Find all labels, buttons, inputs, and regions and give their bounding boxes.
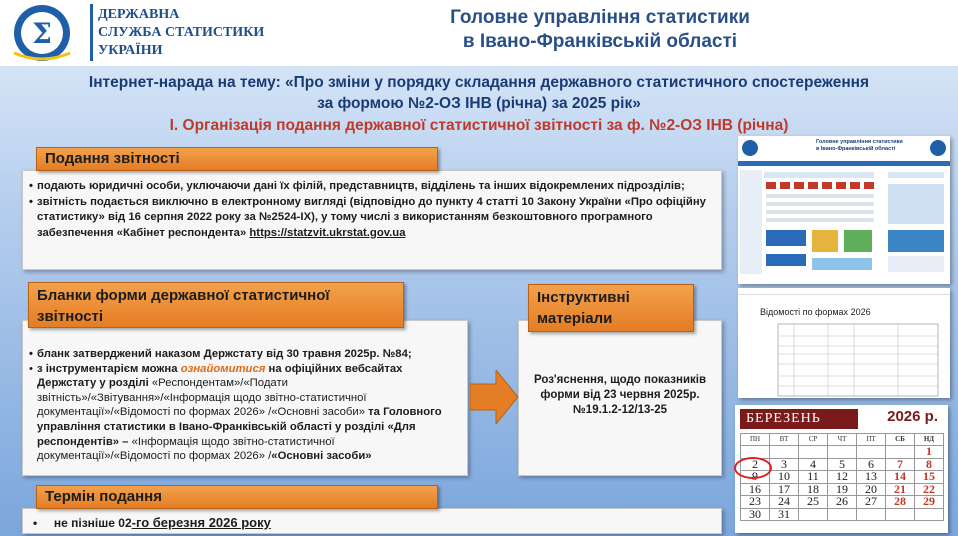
- logo-divider: [90, 4, 93, 61]
- calendar-day: 22: [915, 483, 944, 496]
- calendar-day: [915, 508, 944, 521]
- calendar-day: [857, 508, 886, 521]
- blanky-text: «Інформація щодо звітно-статистичної документації»/«Відомості по формах 2026» /: [37, 435, 335, 463]
- calendar-day: 16: [741, 483, 770, 496]
- calendar-day: 25: [799, 496, 828, 509]
- website-title: [816, 139, 903, 153]
- calendar-day-header: СБ: [886, 434, 915, 446]
- calendar-day-header: НД: [915, 434, 944, 446]
- blanky-text: та Головного управління статистики в Івано-Франківській області у розділі «Для респондентів» –: [37, 406, 442, 448]
- website-screenshot: [738, 136, 950, 284]
- website-preview-icon: [738, 136, 950, 284]
- termin-prefix: не пізніше 02: [53, 516, 132, 530]
- section-title: І. Організація подання державної статистичної звітності за ф. №2-ОЗ ІНВ (річна): [169, 117, 789, 134]
- blanky-label: Бланки форми державної статистичної звітності: [28, 282, 404, 328]
- calendar-grid: [740, 433, 944, 521]
- org-name: [98, 6, 264, 60]
- blanky-box: [22, 320, 468, 476]
- termin-date: -го березня 2026 року: [131, 515, 271, 530]
- calendar-day-deadline: 2: [741, 458, 770, 471]
- calendar-day: [799, 508, 828, 521]
- calendar-day: 6: [857, 458, 886, 471]
- calendar-day: 20: [857, 483, 886, 496]
- calendar-day-header: ЧТ: [828, 434, 857, 446]
- blanky-bullet: [29, 362, 461, 464]
- blanky-text: з інструментарієм можна: [37, 362, 181, 375]
- calendar-day: 3: [770, 458, 799, 471]
- deadline-highlight-circle-icon: [734, 457, 772, 479]
- calendar-day: 12: [828, 471, 857, 484]
- calendar-day-header: СР: [799, 434, 828, 446]
- org-name-line: ДЕРЖАВНА: [98, 7, 180, 22]
- blanky-text: «Респондентам»/«Подати звітність»/«Звітування»/«Інформація щодо звітно-статистичної документації»/«Відомості по формах 2026» /«Основні засоби»: [37, 377, 367, 419]
- org-name-line: СЛУЖБА СТАТИСТИКИ: [98, 25, 265, 40]
- calendar-day: 1: [915, 446, 944, 459]
- calendar-day: 19: [828, 483, 857, 496]
- calendar-day: 11: [799, 471, 828, 484]
- termin-label: Термін подання: [36, 485, 438, 509]
- instruktyvni-box: [518, 320, 722, 476]
- forms-table-preview-icon: [738, 288, 950, 398]
- calendar-day: 17: [770, 483, 799, 496]
- calendar-day: 5: [828, 458, 857, 471]
- org-name-line: УКРАЇНИ: [98, 43, 163, 58]
- forms-page-title: Відомості по формах 2026: [760, 307, 871, 317]
- calendar-day-header: ВТ: [770, 434, 799, 446]
- calendar-day: 28: [886, 496, 915, 509]
- calendar-day: 26: [828, 496, 857, 509]
- calendar-day: 18: [799, 483, 828, 496]
- calendar-day: 24: [770, 496, 799, 509]
- calendar-day: 14: [886, 471, 915, 484]
- website-title-line: в Івано-Франківській області: [816, 146, 896, 152]
- calendar-day-header: ПН: [741, 434, 770, 446]
- podannya-box: [22, 170, 722, 270]
- podannya-bullet-text: звітність подається виключно в електронному вигляді (відповідно до пункту 4 статті 10 Закону України «Про офіційну статистику» від 16 серпня 2022 року за №2524-ІХ), у тому числі з використанням безкоштовного програмного забезпечення «Кабінет респондента»: [37, 195, 706, 239]
- calendar-month: БЕРЕЗЕНЬ: [740, 409, 858, 429]
- instruktyvni-text: Роз'яснення, щодо показників форми від 23 червня 2025р. №19.1.2-12/13-25: [533, 374, 707, 416]
- meeting-title-line2: за формою №2-ОЗ ІНВ (річна) за 2025 рік»: [317, 95, 641, 112]
- arrow-right-icon: [470, 370, 518, 424]
- calendar-day-header: ПТ: [857, 434, 886, 446]
- calendar-day: 27: [857, 496, 886, 509]
- calendar-year: 2026 р.: [887, 408, 938, 425]
- calendar-day: 15: [915, 471, 944, 484]
- calendar-day: [828, 508, 857, 521]
- calendar-day: 8: [915, 458, 944, 471]
- podannya-bullet: • подають юридичні особи, уключаючи дані їх філій, представництв, відділень та інших відокремлених підрозділів;: [29, 179, 713, 195]
- meeting-title-line1: Інтернет-нарада на тему: «Про зміни у порядку складання державного статистичного спостереження: [88, 74, 870, 91]
- header: [0, 0, 958, 66]
- blanky-text: «Основні засоби»: [271, 450, 372, 463]
- blanky-text: на офіційних вебсайтах Держстату у розділі: [37, 362, 403, 390]
- instruktyvni-label: Інструктивні матеріали: [528, 284, 694, 332]
- termin-bullet-icon: •: [33, 516, 38, 530]
- podannya-bullet: [29, 195, 713, 242]
- podannya-label: Подання звітності: [36, 147, 438, 171]
- calendar-day: 21: [886, 483, 915, 496]
- calendar-day: [886, 508, 915, 521]
- calendar-day: 31: [770, 508, 799, 521]
- calendar-day: 23: [741, 496, 770, 509]
- gu-title: [390, 6, 810, 54]
- gu-title-line: в Івано-Франківській області: [462, 31, 738, 52]
- forms-page-screenshot: [738, 288, 950, 398]
- calendar-day: 13: [857, 471, 886, 484]
- calendar-day: 7: [886, 458, 915, 471]
- gu-title-line: Головне управління статистики: [450, 7, 750, 28]
- termin-box: [22, 508, 722, 534]
- website-title-line: Головне управління статистики: [816, 139, 903, 145]
- blanky-bullet: • бланк затверджений наказом Держстату від 30 травня 2025р. №84;: [29, 347, 461, 362]
- svg-text:Σ: Σ: [32, 17, 52, 50]
- calendar-day: 10: [770, 471, 799, 484]
- calendar-day: 9: [741, 471, 770, 484]
- calendar-day: 30: [741, 508, 770, 521]
- derzhstat-logo-icon: [6, 3, 78, 63]
- statzvit-link[interactable]: https://statzvit.ukrstat.gov.ua: [249, 226, 406, 239]
- calendar-day: 4: [799, 458, 828, 471]
- calendar-day: 29: [915, 496, 944, 509]
- blanky-text-highlight: ознайомитися: [180, 362, 266, 375]
